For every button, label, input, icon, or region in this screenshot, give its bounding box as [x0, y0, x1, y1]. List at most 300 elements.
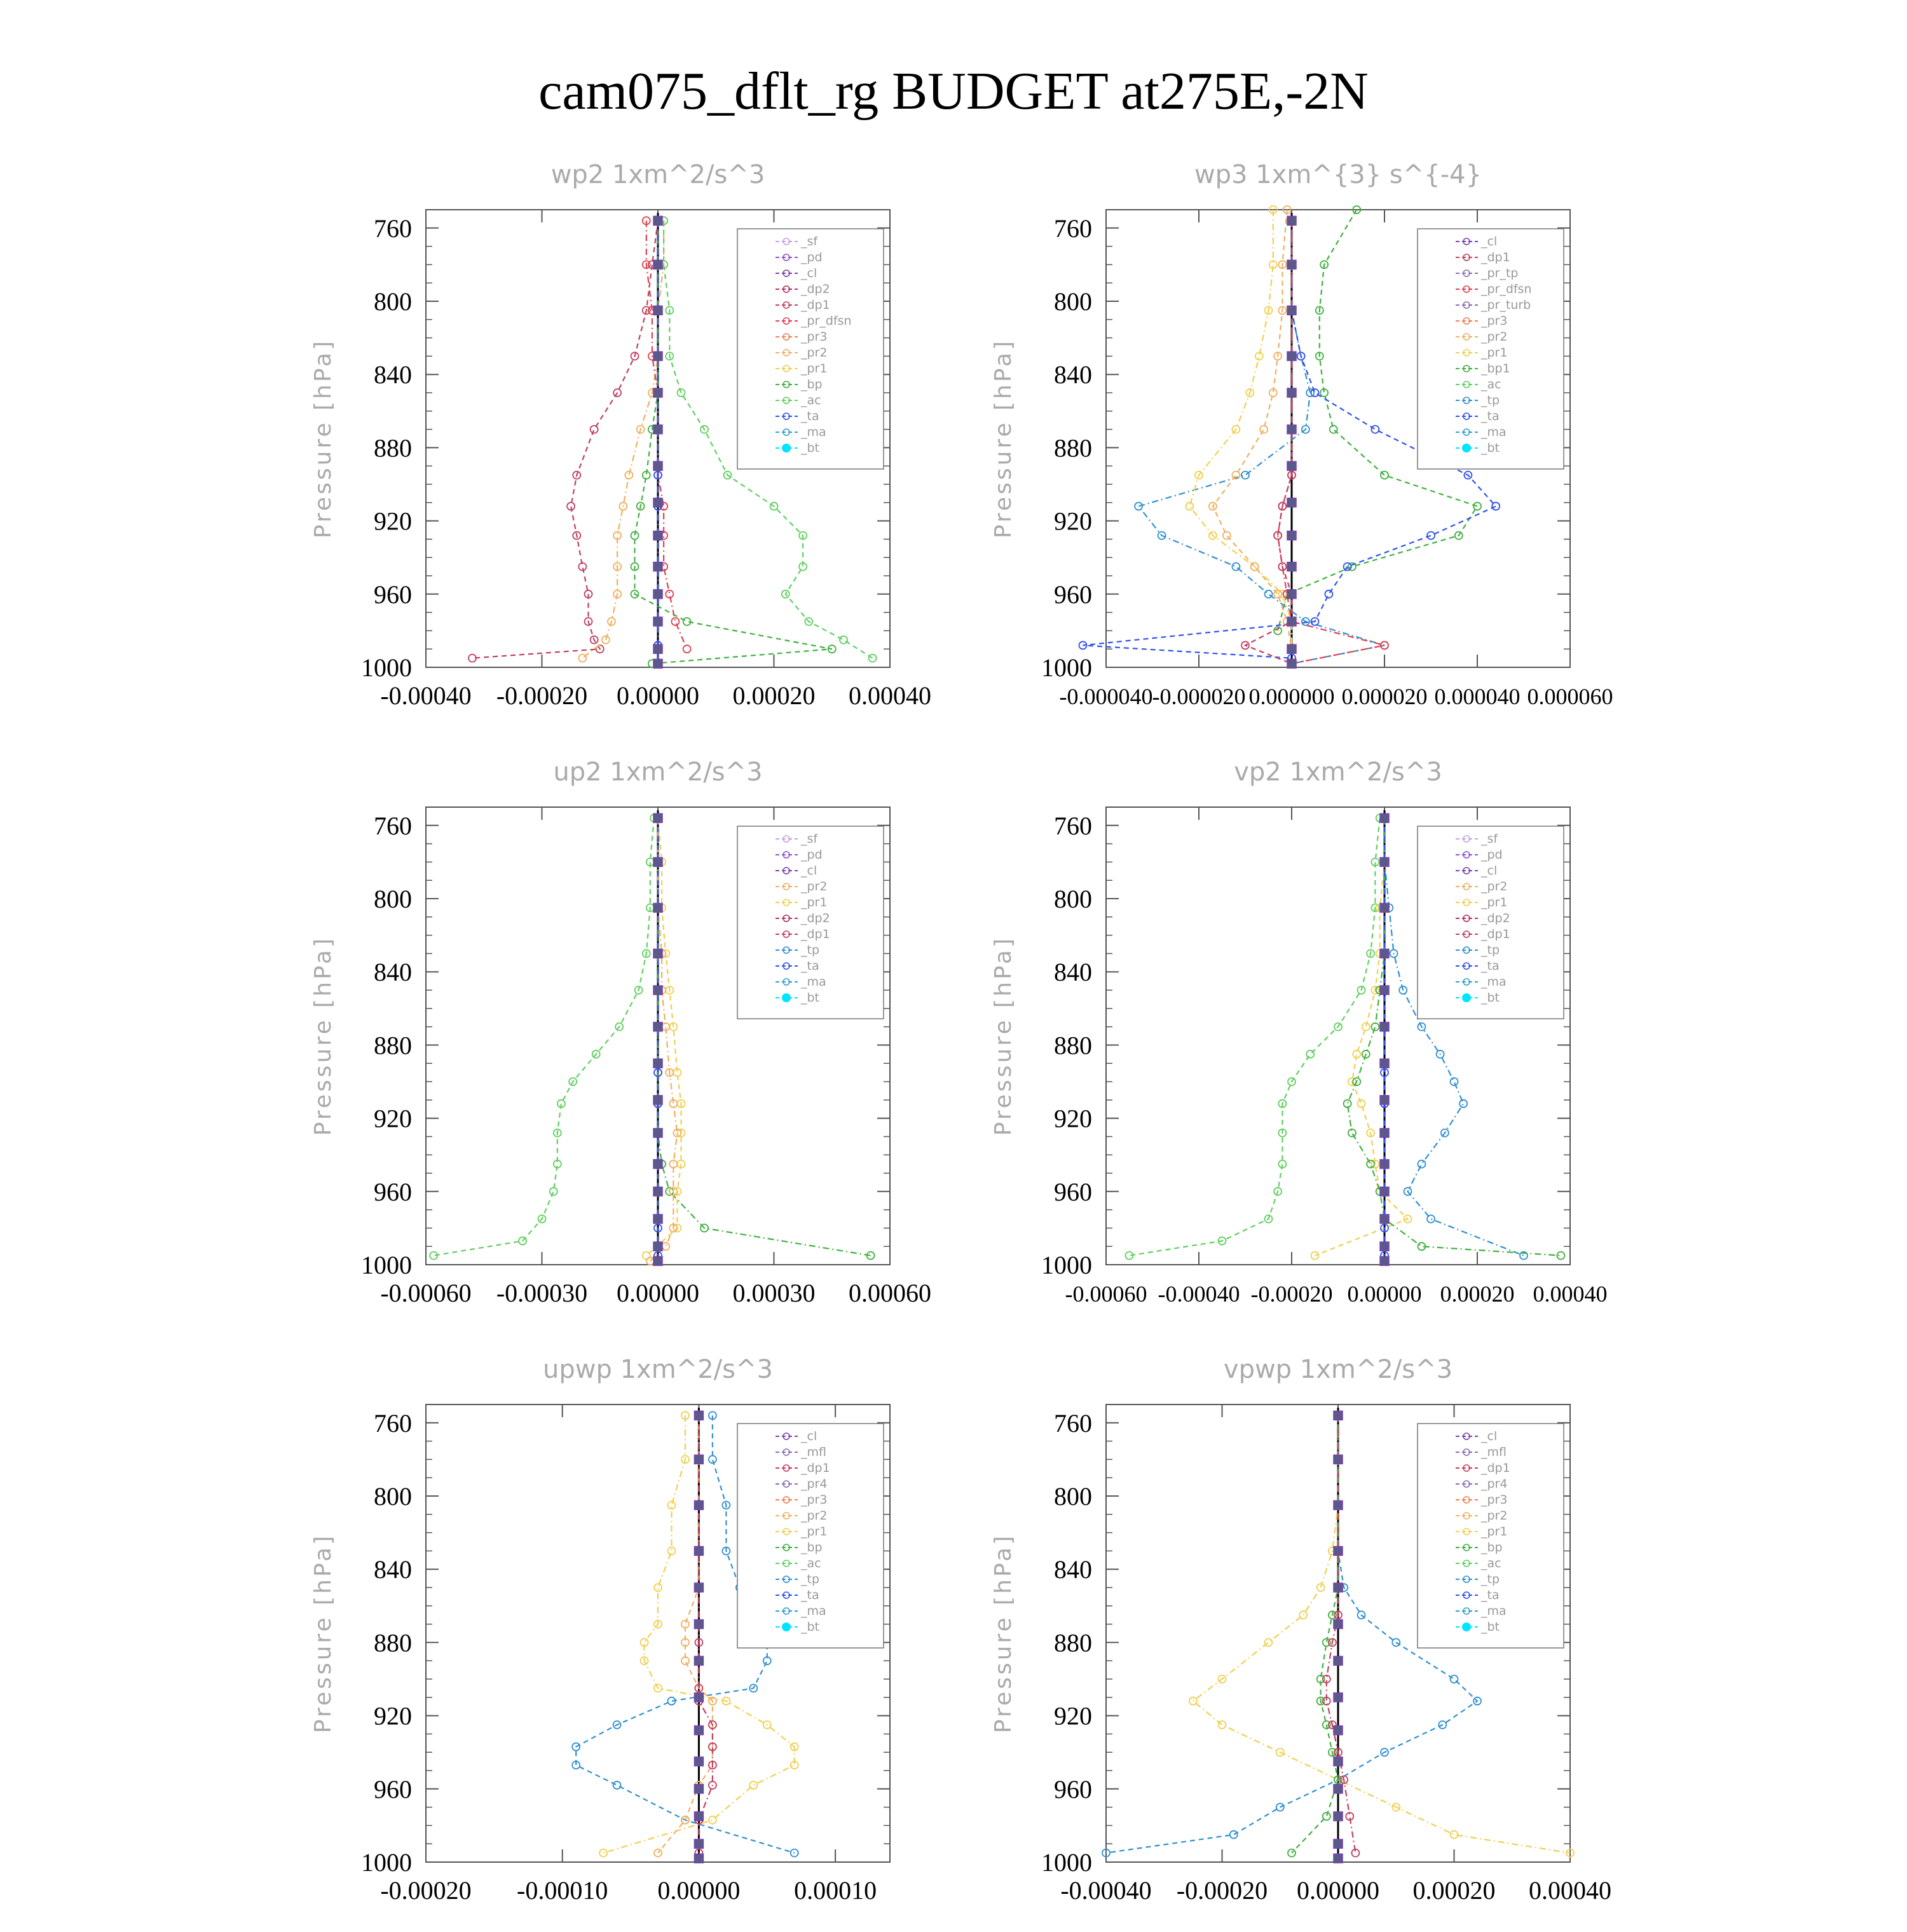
y-tick-label: 840: [374, 958, 412, 987]
zero-marker: [1334, 1656, 1343, 1665]
y-tick-label: 1000: [361, 653, 412, 682]
data-point: [1459, 1100, 1467, 1108]
x-tick-label: 0.00020: [732, 681, 816, 710]
zero-marker: [694, 1726, 703, 1735]
legend-label: _tp: [1481, 943, 1500, 957]
data-point: [654, 1584, 662, 1591]
y-tick-label: 920: [374, 1701, 412, 1731]
y-tick-label: 1000: [1041, 1251, 1092, 1279]
zero-marker: [653, 1096, 662, 1105]
legend-label: _pr_dfsn: [801, 314, 852, 328]
legend-label: _pd: [801, 848, 823, 862]
legend-label: _cl: [1481, 864, 1498, 878]
y-axis-label: Pressure [hPa]: [310, 1533, 336, 1734]
y-tick-label: 960: [374, 1774, 412, 1804]
data-point: [671, 618, 679, 625]
x-tick-label: -0.000040: [1059, 684, 1153, 709]
legend-label: _dp2: [801, 911, 830, 925]
zero-marker: [1380, 813, 1389, 822]
zero-marker: [653, 388, 662, 397]
series-line-dp1: [472, 221, 658, 658]
x-tick-label: 0.00000: [1347, 1281, 1422, 1307]
zero-marker: [1334, 1500, 1343, 1509]
y-tick-label: 1000: [361, 1251, 412, 1279]
data-point: [1251, 563, 1259, 571]
x-tick-label: -0.00040: [1158, 1281, 1240, 1307]
legend-marker: [1462, 1622, 1471, 1631]
legend-label: _ac: [801, 393, 821, 407]
zero-marker: [694, 1693, 703, 1702]
legend-label: _pr3: [801, 1493, 828, 1507]
zero-marker: [1380, 857, 1389, 866]
data-point: [1260, 426, 1268, 433]
legend-label: _pr4: [1481, 1477, 1508, 1491]
legend-label: _cl: [801, 266, 817, 280]
y-tick-label: 760: [1054, 811, 1092, 840]
zero-marker: [1287, 388, 1296, 397]
figure-title: cam075_dflt_rg BUDGET at275E,-2N: [538, 62, 1369, 121]
data-point: [678, 389, 685, 397]
data-point: [1317, 1584, 1325, 1591]
legend-label: _tp: [801, 943, 820, 957]
data-point: [591, 426, 598, 433]
panel-title: vpwp 1xm^2/s^3: [1223, 1355, 1453, 1384]
data-point: [1265, 1638, 1273, 1646]
legend-label: _ac: [1481, 378, 1501, 391]
zero-marker: [1334, 1757, 1343, 1766]
data-point: [1230, 1831, 1238, 1839]
zero-marker: [653, 531, 662, 540]
zero-marker: [653, 1129, 662, 1138]
data-point: [1311, 389, 1319, 397]
x-tick-label: 0.000000: [1248, 684, 1335, 709]
y-tick-label: 760: [374, 811, 412, 840]
zero-marker: [1287, 351, 1296, 360]
legend-label: _ta: [801, 959, 819, 973]
chart-svg: [960, 153, 1672, 737]
zero-marker: [1287, 644, 1296, 653]
y-axis-label: Pressure [hPa]: [310, 338, 336, 539]
x-tick-label: 0.00030: [732, 1279, 816, 1307]
y-tick-label: 960: [1054, 1177, 1092, 1206]
data-point: [602, 636, 610, 644]
zero-marker: [1380, 1023, 1389, 1031]
legend-label: _pr2: [801, 880, 828, 894]
panel-title: vp2 1xm^2/s^3: [1234, 758, 1442, 787]
legend-label: _ta: [801, 1588, 819, 1602]
y-tick-label: 800: [1054, 287, 1092, 316]
zero-marker: [1287, 617, 1296, 626]
series-line-pr2: [582, 221, 664, 658]
data-point: [869, 655, 877, 662]
legend-label: _dp1: [1481, 1461, 1510, 1475]
zero-marker: [694, 1839, 703, 1848]
x-tick-label: 0.00020: [1440, 1281, 1515, 1307]
data-point: [1306, 1051, 1314, 1058]
zero-marker: [694, 1785, 703, 1793]
zero-marker: [1334, 1546, 1343, 1555]
data-point: [1427, 1215, 1435, 1223]
legend-label: _pd: [801, 250, 823, 264]
legend-label: _tp: [801, 1572, 820, 1586]
x-tick-label: 0.00000: [617, 1279, 699, 1307]
legend-label: _tp: [1481, 393, 1500, 407]
data-point: [709, 1455, 716, 1463]
data-point: [1473, 503, 1481, 510]
zero-marker: [694, 1812, 703, 1821]
panel-title: wp2 1xm^2/s^3: [550, 160, 765, 189]
legend-label: _pr1: [801, 1525, 828, 1539]
legend-label: _sf: [801, 832, 818, 846]
series-line-dp1: [1130, 818, 1380, 1255]
series-line-pr1: [1315, 818, 1408, 1255]
legend-label: _ma: [801, 1604, 826, 1618]
y-tick-label: 760: [1054, 1408, 1092, 1438]
data-point: [613, 1781, 621, 1789]
data-point: [1381, 472, 1388, 479]
zero-marker: [1380, 1096, 1389, 1105]
legend-label: _mfl: [1481, 1445, 1507, 1459]
zero-marker: [1287, 659, 1296, 668]
zero-marker: [653, 903, 662, 912]
legend-label: _pr2: [801, 346, 828, 360]
legend-label: _pr1: [1481, 1525, 1508, 1539]
x-tick-label: 0.00060: [849, 1279, 931, 1307]
zero-marker: [653, 1059, 662, 1068]
legend-marker: [782, 444, 791, 452]
data-point: [1232, 563, 1240, 571]
legend-marker: [1462, 444, 1471, 452]
zero-marker: [1334, 1583, 1343, 1592]
legend-label: _dp1: [1481, 927, 1510, 941]
x-tick-label: 0.00000: [617, 681, 699, 710]
data-point: [1219, 1721, 1226, 1729]
legend-label: _bt: [801, 991, 820, 1005]
y-tick-label: 880: [1054, 1628, 1092, 1657]
series-line-pr2: [658, 1415, 713, 1853]
y-tick-label: 1000: [361, 1848, 412, 1877]
y-tick-label: 880: [374, 433, 412, 463]
zero-marker: [1334, 1620, 1343, 1629]
legend-label: _bt: [1481, 441, 1500, 455]
data-point: [1274, 590, 1282, 598]
series-line-bp: [1292, 1415, 1338, 1853]
data-point: [599, 1849, 607, 1857]
y-tick-label: 760: [374, 214, 412, 243]
zero-marker: [1380, 1059, 1389, 1068]
zero-marker: [1334, 1455, 1343, 1464]
y-tick-label: 800: [1054, 1482, 1092, 1511]
chart-svg: [960, 750, 1672, 1335]
legend-label: _pr3: [1481, 314, 1508, 328]
x-tick-label: 0.00040: [1533, 1281, 1608, 1307]
legend-label: _bt: [801, 1620, 820, 1634]
y-tick-label: 920: [374, 1104, 412, 1133]
data-point: [1371, 1023, 1379, 1031]
y-tick-label: 760: [1054, 214, 1092, 243]
legend-label: _pr2: [1481, 1509, 1508, 1523]
legend-label: _dp1: [801, 298, 830, 312]
data-point: [1358, 1100, 1365, 1108]
data-point: [662, 1242, 669, 1250]
zero-marker: [1334, 1411, 1343, 1420]
zero-marker: [653, 1187, 662, 1196]
legend-label: _bt: [801, 441, 820, 455]
data-point: [578, 655, 586, 662]
chart-panel-1: [960, 153, 1672, 737]
zero-marker: [1380, 1242, 1389, 1251]
data-point: [1492, 503, 1500, 510]
zero-marker: [694, 1546, 703, 1555]
legend-label: _ma: [1481, 975, 1507, 989]
legend-label: _pr1: [1481, 346, 1508, 360]
series-line-pr1: [646, 818, 681, 1255]
zero-marker: [1380, 1214, 1389, 1223]
series-line-pr2: [1213, 210, 1292, 649]
panel-title: up2 1xm^2/s^3: [553, 758, 763, 787]
legend-label: _dp2: [1481, 911, 1510, 925]
legend-label: _dp1: [1481, 250, 1510, 264]
y-tick-label: 1000: [1041, 1848, 1092, 1877]
zero-marker: [1380, 903, 1389, 912]
data-point: [749, 1781, 757, 1789]
zero-marker: [653, 986, 662, 995]
zero-marker: [653, 949, 662, 958]
data-point: [1418, 1160, 1425, 1168]
zero-marker: [1287, 498, 1296, 507]
zero-marker: [694, 1411, 703, 1420]
legend-label: _pr3: [1481, 1493, 1508, 1507]
legend-label: _sf: [801, 235, 818, 248]
legend-label: _cl: [1481, 235, 1498, 248]
panel-title: upwp 1xm^2/s^3: [543, 1355, 773, 1384]
legend-label: _mfl: [801, 1445, 826, 1459]
y-tick-label: 840: [374, 360, 412, 390]
legend-label: _ma: [1481, 425, 1507, 439]
zero-marker: [1334, 1726, 1343, 1735]
zero-marker: [694, 1757, 703, 1766]
zero-marker: [694, 1656, 703, 1665]
y-tick-label: 920: [374, 507, 412, 536]
legend-marker: [782, 993, 791, 1002]
zero-marker: [1287, 306, 1296, 315]
legend-label: _dp1: [801, 1461, 830, 1475]
data-point: [791, 1849, 798, 1857]
legend-label: _pr2: [1481, 330, 1508, 344]
y-axis-label: Pressure [hPa]: [990, 338, 1016, 539]
legend-label: _pr_dfsn: [1481, 282, 1532, 296]
legend-label: _bt: [1481, 1620, 1500, 1634]
y-tick-label: 880: [1054, 433, 1092, 463]
legend-label: _bp: [1481, 1541, 1503, 1554]
data-point: [1451, 1078, 1458, 1085]
x-tick-label: -0.000020: [1152, 684, 1246, 709]
zero-marker: [1334, 1785, 1343, 1793]
x-tick-label: 0.000040: [1434, 684, 1521, 709]
x-tick-label: 0.00000: [1297, 1876, 1379, 1905]
data-point: [1299, 1611, 1307, 1619]
zero-marker: [1380, 1187, 1389, 1196]
zero-marker: [653, 1256, 662, 1265]
zero-marker: [1334, 1812, 1343, 1821]
zero-marker: [653, 617, 662, 626]
zero-marker: [653, 216, 662, 225]
data-point: [1451, 1675, 1458, 1683]
x-tick-label: -0.00040: [1060, 1876, 1152, 1905]
y-tick-label: 880: [374, 1628, 412, 1657]
data-point: [1427, 532, 1435, 540]
y-tick-label: 1000: [1041, 653, 1092, 682]
data-point: [840, 636, 847, 644]
chart-panel-2: [280, 750, 992, 1335]
legend-label: _pr1: [1481, 895, 1508, 909]
data-point: [1557, 1252, 1564, 1260]
zero-marker: [653, 813, 662, 822]
zero-marker: [1380, 1256, 1389, 1265]
legend-label: _ma: [801, 425, 826, 439]
chart-panel-3: [960, 750, 1672, 1335]
zero-marker: [1287, 216, 1296, 225]
legend-label: _pr1: [801, 895, 828, 909]
legend-label: _tp: [1481, 1572, 1500, 1586]
legend-marker: [1462, 993, 1471, 1002]
x-tick-label: -0.00020: [380, 1876, 472, 1905]
zero-marker: [653, 306, 662, 315]
y-tick-label: 960: [1054, 580, 1092, 609]
zero-marker: [1380, 986, 1389, 995]
zero-marker: [1334, 1693, 1343, 1702]
y-tick-label: 960: [374, 580, 412, 609]
y-tick-label: 920: [1054, 1701, 1092, 1731]
y-tick-label: 800: [374, 885, 412, 913]
x-tick-label: 0.000060: [1527, 684, 1613, 709]
zero-marker: [653, 461, 662, 470]
data-point: [550, 1188, 557, 1195]
x-tick-label: -0.00020: [1250, 1281, 1333, 1307]
x-tick-label: 0.000020: [1341, 684, 1428, 709]
x-tick-label: 0.00040: [849, 681, 931, 710]
y-tick-label: 920: [1054, 1104, 1092, 1133]
legend-label: _cl: [1481, 1429, 1498, 1443]
legend-label: _ma: [1481, 1604, 1507, 1618]
chart-panel-5: [960, 1347, 1672, 1932]
zero-marker: [694, 1854, 703, 1863]
y-axis-label: Pressure [hPa]: [990, 935, 1016, 1136]
legend-label: _pr2: [1481, 880, 1508, 894]
x-tick-label: 0.00010: [794, 1876, 877, 1905]
data-point: [643, 1252, 650, 1260]
x-tick-label: -0.00020: [1176, 1876, 1268, 1905]
data-point: [1265, 590, 1273, 598]
zero-marker: [1287, 260, 1296, 269]
legend-label: _pr_tp: [1481, 266, 1519, 280]
data-point: [646, 1257, 654, 1265]
legend-label: _ta: [1481, 409, 1500, 423]
y-tick-label: 920: [1054, 507, 1092, 536]
y-tick-label: 800: [374, 287, 412, 316]
zero-marker: [1380, 1160, 1389, 1169]
data-point: [709, 1816, 716, 1824]
data-point: [1323, 1813, 1330, 1820]
data-point: [1189, 1697, 1197, 1705]
zero-marker: [653, 351, 662, 360]
legend-marker: [782, 1622, 791, 1631]
data-point: [1223, 532, 1231, 540]
zero-marker: [694, 1455, 703, 1464]
legend-label: _cl: [801, 864, 817, 878]
zero-marker: [1287, 531, 1296, 540]
y-tick-label: 960: [1054, 1774, 1092, 1804]
zero-marker: [653, 644, 662, 653]
x-tick-label: -0.00060: [380, 1279, 472, 1307]
chart-svg: [280, 153, 992, 737]
data-point: [654, 1849, 662, 1857]
zero-marker: [653, 1242, 662, 1251]
zero-marker: [1287, 425, 1296, 434]
legend-label: _pr1: [801, 362, 828, 376]
zero-marker: [694, 1620, 703, 1629]
chart-svg: [960, 1347, 1672, 1932]
legend-label: _pd: [1481, 848, 1503, 862]
series-line-pr1: [1189, 210, 1292, 649]
y-tick-label: 840: [1054, 1555, 1092, 1584]
y-axis-label: Pressure [hPa]: [310, 935, 336, 1136]
y-tick-label: 960: [374, 1177, 412, 1206]
chart-svg: [280, 1347, 992, 1932]
legend-label: _pr2: [801, 1509, 828, 1523]
zero-marker: [1287, 461, 1296, 470]
zero-marker: [1380, 1129, 1389, 1138]
y-tick-label: 840: [1054, 958, 1092, 987]
zero-marker: [1380, 949, 1389, 958]
legend-label: _ta: [801, 409, 819, 423]
legend-label: _pr_turb: [1481, 298, 1531, 312]
y-tick-label: 760: [374, 1408, 412, 1438]
legend-label: _bp1: [1481, 362, 1510, 376]
zero-marker: [694, 1500, 703, 1509]
zero-marker: [1334, 1854, 1343, 1863]
legend-label: _ac: [801, 1556, 821, 1570]
legend-label: _ta: [1481, 959, 1500, 973]
x-tick-label: -0.00060: [1065, 1281, 1147, 1307]
zero-marker: [653, 1160, 662, 1169]
zero-marker: [653, 260, 662, 269]
legend-label: _sf: [1481, 832, 1498, 846]
y-tick-label: 800: [374, 1482, 412, 1511]
data-point: [683, 645, 691, 653]
zero-marker: [653, 857, 662, 866]
y-tick-label: 840: [1054, 360, 1092, 390]
legend-label: _dp2: [801, 282, 830, 296]
zero-marker: [653, 425, 662, 434]
legend-label: _bt: [1481, 991, 1500, 1005]
legend-label: _bp: [801, 1541, 823, 1554]
series-line-dp1: [434, 818, 654, 1255]
data-point: [1186, 503, 1193, 510]
legend-label: _dp1: [801, 927, 830, 941]
panel-title: wp3 1xm^{3} s^{-4}: [1194, 160, 1482, 189]
legend-label: _bp: [801, 378, 823, 391]
data-point: [1325, 590, 1332, 598]
data-point: [1135, 503, 1142, 510]
zero-marker: [653, 590, 662, 599]
x-tick-label: -0.00010: [517, 1876, 608, 1905]
chart-svg: [280, 750, 992, 1335]
zero-marker: [1334, 1839, 1343, 1848]
x-tick-label: -0.00030: [496, 1279, 588, 1307]
x-tick-label: 0.00000: [657, 1876, 741, 1905]
data-point: [1288, 1849, 1295, 1857]
